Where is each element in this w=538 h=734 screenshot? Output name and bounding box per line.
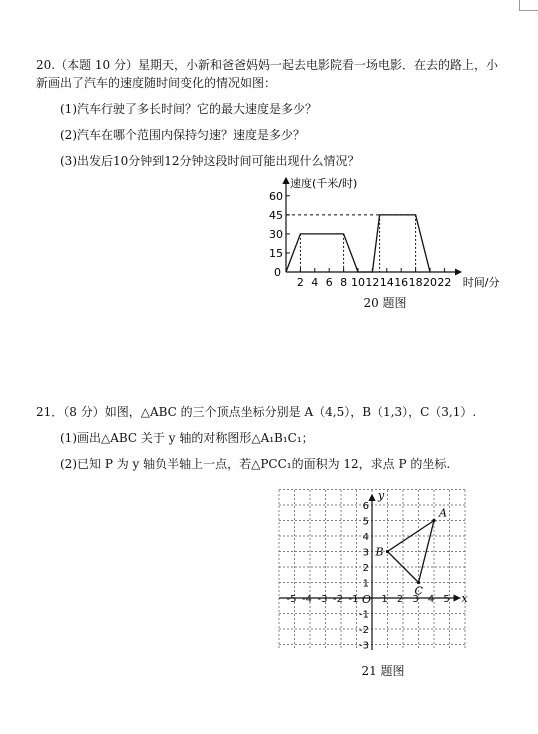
- x-tick-label: 12: [365, 276, 380, 289]
- x-tick-label: 20: [423, 276, 437, 289]
- y-tick-label: 3: [362, 547, 369, 559]
- point-label-C: C: [414, 584, 423, 598]
- x-tick-label: -4: [302, 594, 312, 605]
- x-tick-label: -2: [333, 594, 343, 605]
- y-tick-label: 5: [362, 516, 369, 528]
- point-B: [386, 550, 389, 553]
- point-label-A: A: [439, 506, 447, 520]
- point-label-B: B: [375, 545, 384, 559]
- x-tick-label: 2: [396, 594, 404, 605]
- x-axis-label: x: [461, 592, 468, 605]
- question-21: [36, 403, 506, 481]
- y-tick-label: -2: [359, 625, 369, 636]
- x-tick-label: 6: [325, 276, 333, 289]
- point-A: [432, 519, 435, 522]
- y-axis-label: 速度(千米/时): [290, 177, 358, 190]
- y-tick-label: -1: [359, 609, 369, 621]
- x-tick-label: 18: [408, 276, 423, 289]
- y-tick-label: 30: [269, 227, 283, 241]
- x-tick-label: 16: [394, 276, 409, 289]
- y-tick-label: -3: [359, 640, 369, 650]
- x-tick-label: 4: [311, 276, 319, 289]
- x-tick-label: 4: [427, 594, 435, 605]
- y-tick-label: 1: [362, 578, 369, 590]
- q20-sub-1: (1)汽车行驶了多长时间？它的最大速度是多少？: [60, 102, 317, 116]
- q20-sub-3: (3)出发后10分钟到12分钟这段时间可能出现什么情况？: [60, 154, 360, 168]
- y-tick-label: 4: [362, 532, 369, 543]
- x-tick-label: -3: [317, 594, 328, 605]
- y-tick-label: 45: [269, 208, 283, 222]
- q21-stem: 21．（8 分）如图，△ABC 的三个顶点坐标分别是 A（4,5），B（1,3），C（3,1）.: [36, 405, 477, 419]
- x-tick-label: 5: [443, 594, 450, 605]
- x-tick-label: 1: [381, 594, 388, 605]
- speed-time-chart: [264, 172, 524, 292]
- q20-sub-2: (2)汽车在哪个范围内保持匀速？速度是多少？: [60, 128, 305, 142]
- speed-series-line: [286, 215, 430, 272]
- question-20: [36, 56, 506, 178]
- y-tick-label: 15: [269, 246, 283, 260]
- y-axis-label: y: [378, 489, 385, 502]
- page-corner-mark: [519, 0, 538, 11]
- q21-sub-2: (2)已知 P 为 y 轴负半轴上一点，若△PCC₁的面积为 12，求点 P 的坐标.: [60, 457, 451, 471]
- coordinate-grid-chart: [272, 480, 482, 650]
- x-tick-label: 10: [351, 276, 365, 289]
- x-tick-label: 14: [379, 276, 394, 289]
- y-tick-label: 2: [362, 563, 369, 574]
- x-tick-label: 8: [340, 276, 348, 289]
- q20-stem: 20.（本题 10 分）星期天，小新和爸爸妈妈一起去电影院看一场电影．在去的路上，小新画出了汽车的速度随时间变化的情况如图：: [36, 58, 498, 90]
- x-tick-label: 2: [296, 276, 304, 289]
- q21-figure-caption: 21 题图: [361, 664, 405, 678]
- origin-label: O: [362, 593, 372, 606]
- x-tick-label: 22: [437, 276, 452, 289]
- x-tick-label: 3: [412, 594, 419, 605]
- y-tick-label: 60: [269, 189, 283, 203]
- x-tick-label: -5: [286, 594, 297, 605]
- origin-label: 0: [274, 266, 281, 279]
- q20-figure-caption: 20 题图: [363, 296, 407, 310]
- q21-sub-1: (1)画出△ABC 关于 y 轴的对称图形△A₁B₁C₁；: [60, 431, 314, 445]
- y-tick-label: 6: [362, 501, 369, 512]
- x-tick-label: -1: [348, 594, 359, 605]
- x-axis-label: 时间/分: [462, 276, 500, 289]
